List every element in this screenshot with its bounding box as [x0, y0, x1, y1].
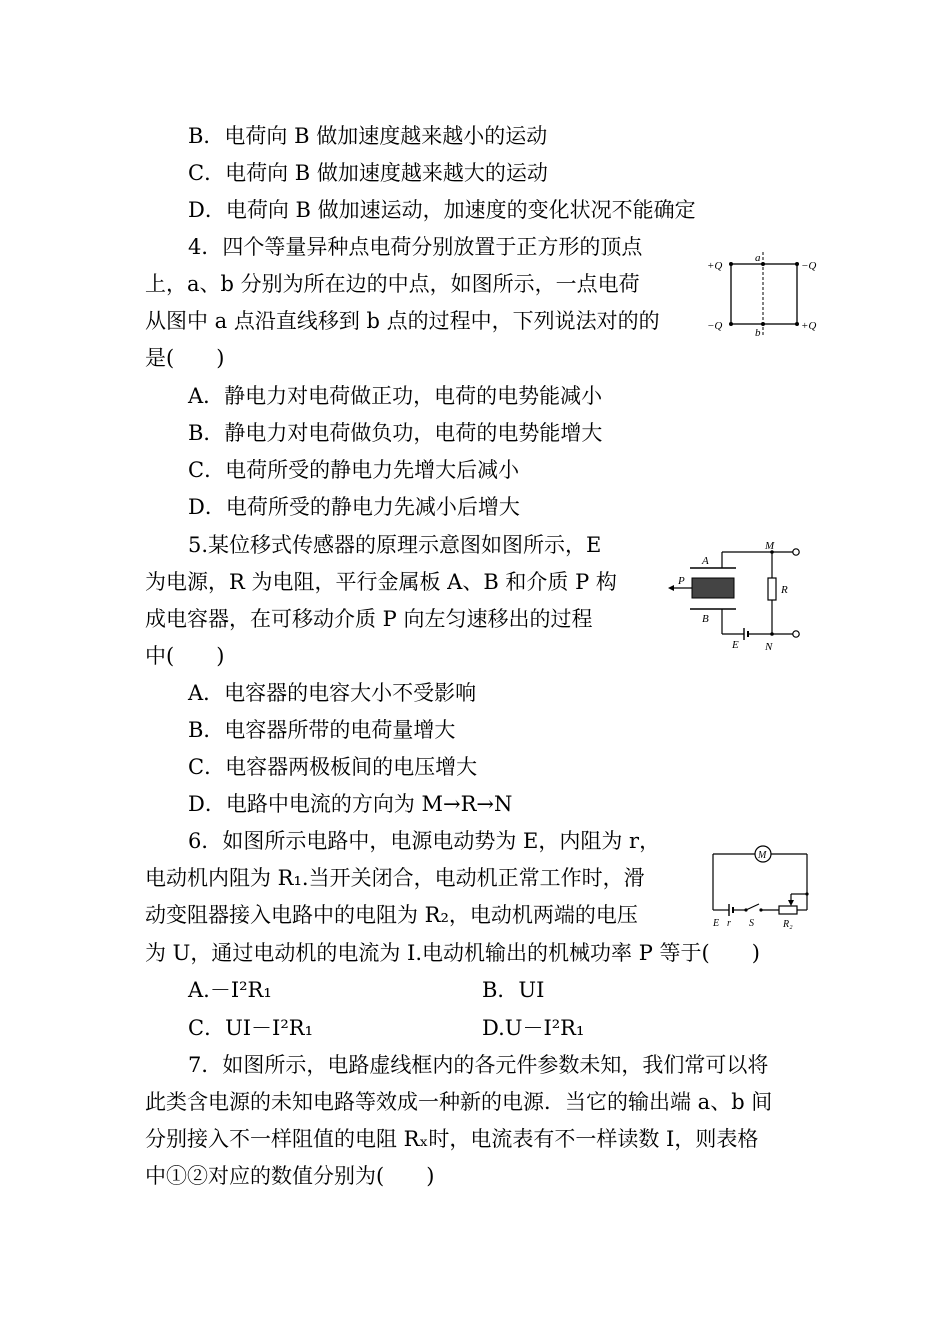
q4-stem-line-3: 从图中 a 点沿直线移到 b 点的过程中，下列说法对的的 [145, 309, 660, 333]
q4-fig-bottom-left-charge: −Q [707, 320, 723, 332]
q4-fig-top-left-charge: +Q [707, 260, 723, 272]
q5-stem-line-4: 中( ) [145, 644, 225, 668]
q3-option-b: B．电荷向 B 做加速度越来越小的运动 [188, 124, 548, 148]
q5-option-c: C．电容器两极板间的电压增大 [188, 755, 478, 779]
q5-fig-label-b: B [702, 613, 709, 625]
q4-stem-line-4: 是( ) [145, 346, 225, 370]
q6-fig-label-s: S [749, 918, 754, 929]
q3-option-d: D．电荷向 B 做加速运动，加速度的变化状况不能确定 [188, 198, 696, 222]
q5-fig-label-n: N [765, 641, 773, 653]
q4-option-a: A．静电力对电荷做正功，电荷的电势能减小 [188, 384, 603, 408]
q7-stem-line-3: 分别接入不一样阻值的电阻 Rₓ时，电流表有不一样读数 I，则表格 [145, 1127, 759, 1151]
q6-fig-label-r: r [727, 918, 731, 929]
q5-option-d: D．电路中电流的方向为 M→R→N [188, 792, 513, 816]
q5-fig-label-m: M [765, 540, 775, 552]
q4-fig-bottom-right-charge: +Q [801, 320, 817, 332]
q4-option-b: B．静电力对电荷做负功，电荷的电势能增大 [188, 421, 603, 445]
q5-fig-label-e: E [732, 639, 739, 651]
q5-fig-label-r: R [781, 584, 788, 596]
q6-stem-line-1: 6．如图所示电路中，电源电动势为 E，内阻为 r， [188, 829, 661, 853]
q7-stem-line-2: 此类含电源的未知电路等效成一种新的电源．当它的输出端 a、b 间 [145, 1090, 773, 1114]
q4-fig-point-a: a [755, 252, 761, 264]
q5-option-b: B．电容器所带的电荷量增大 [188, 718, 456, 742]
q6-figure-motor-circuit [705, 842, 815, 932]
q6-option-a: A.－I²R₁ [188, 978, 272, 1002]
q4-stem-line-1: 4．四个等量异种点电荷分别放置于正方形的顶点 [188, 235, 643, 259]
q3-option-c: C．电荷向 B 做加速度越来越大的运动 [188, 161, 548, 185]
q6-fig-motor-label: M [758, 850, 767, 861]
q4-fig-point-b: b [755, 327, 761, 339]
q5-fig-label-p: P [678, 575, 685, 587]
q4-figure-square-charges [705, 248, 825, 340]
q4-option-d: D．电荷所受的静电力先减小后增大 [188, 495, 520, 519]
q6-fig-label-e: E [713, 918, 720, 929]
q7-stem-line-1: 7．如图所示，电路虚线框内的各元件参数未知，我们常可以将 [188, 1053, 769, 1077]
q5-stem-line-1: 5.某位移式传感器的原理示意图如图所示，E [188, 533, 602, 557]
q6-fig-label-r2: R₂ [783, 919, 793, 930]
q4-fig-top-right-charge: −Q [801, 260, 817, 272]
q6-stem-line-4: 为 U，通过电动机的电流为 I.电动机输出的机械功率 P 等于( ) [145, 941, 760, 965]
q5-option-a: A．电容器的电容大小不受影响 [188, 681, 477, 705]
q6-stem-line-2: 电动机内阻为 R₁.当开关闭合，电动机正常工作时，滑 [145, 866, 645, 890]
q5-stem-line-3: 成电容器，在可移动介质 P 向左匀速移出的过程 [145, 607, 593, 631]
q6-stem-line-3: 动变阻器接入电路中的电阻为 R₂，电动机两端的电压 [145, 903, 638, 927]
q5-stem-line-2: 为电源，R 为电阻，平行金属板 A、B 和介质 P 构 [145, 570, 617, 594]
q6-option-d: D.U－I²R₁ [482, 1016, 585, 1040]
q4-option-c: C．电荷所受的静电力先增大后减小 [188, 458, 520, 482]
q6-option-c: C．UI－I²R₁ [188, 1016, 314, 1040]
q6-option-b: B．UI [482, 978, 545, 1002]
q5-figure-capacitor-sensor [668, 538, 813, 656]
q5-fig-label-a: A [702, 555, 709, 567]
q4-stem-line-2: 上，a、b 分别为所在边的中点，如图所示，一点电荷 [145, 272, 640, 296]
q7-stem-line-4: 中①②对应的数值分别为( ) [145, 1164, 435, 1188]
